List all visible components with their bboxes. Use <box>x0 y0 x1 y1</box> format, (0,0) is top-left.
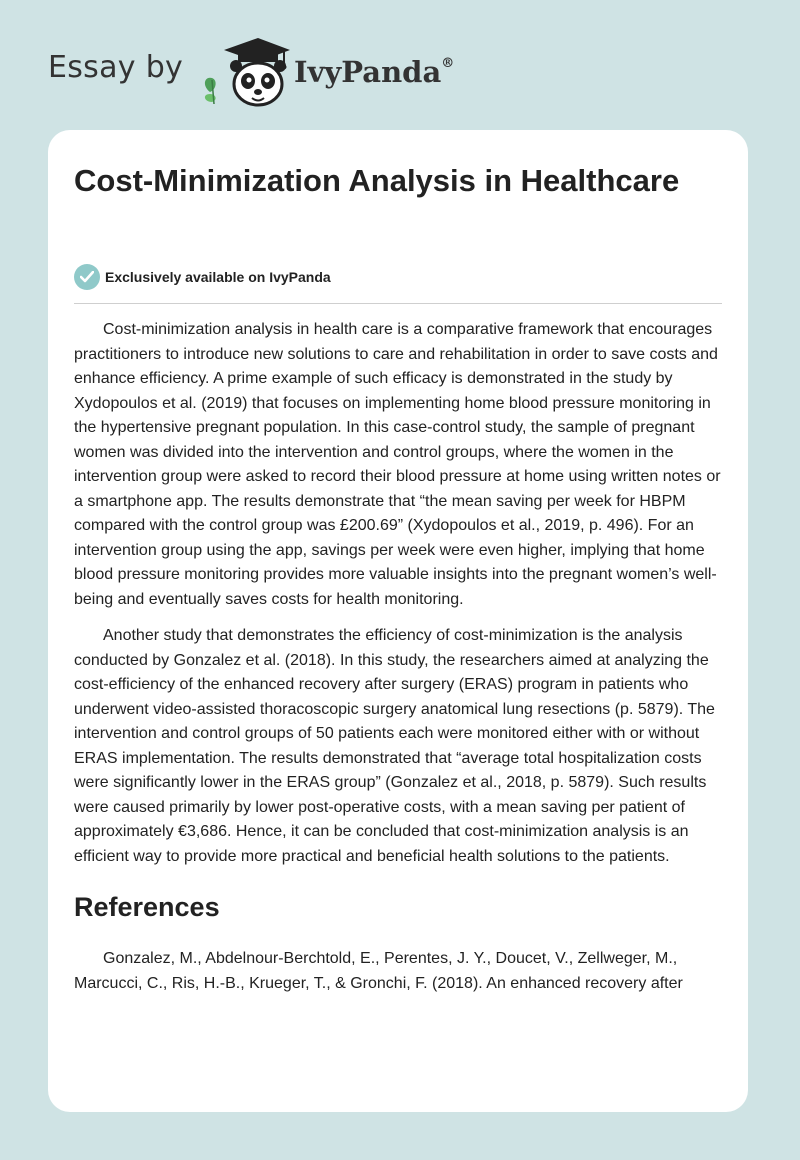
brand-prefix: Essay by <box>48 50 184 85</box>
badge-label: Exclusively available on IvyPanda <box>105 269 331 285</box>
essay-body <box>74 318 722 1008</box>
paragraph: Another study that demonstrates the efficiency of cost-minimization is the analysis conducted by Gonzalez et al. (2018). In this study, the researchers aimed at analyzing the cost-efficiency of the enhanced recovery after surgery (ERAS) program in patients who underwent video-assisted thoracoscopic surgery anatomical lung resections (p. 5879). The intervention and control groups of 50 patients each were monitored either with or without ERAS implementation. The results demonstrated that “average total hospitalization costs were significantly lower in the ERAS group” (Gonzalez et al., 2018, p. 5879). Such results were caused primarily by lower post-operative costs, with a mean saving per patient of approximately €3,686. Hence, it can be concluded that cost-minimization analysis is an efficient way to provide more practical and beneficial health solutions to the patients. <box>74 627 715 865</box>
site-header <box>48 36 748 108</box>
page-title: Cost-Minimization Analysis in Healthcare <box>74 163 680 198</box>
paragraph: Cost-minimization analysis in health care is a comparative framework that encourages practitioners to introduce new solutions to care and rehabilitation in order to save costs and enhance efficiency. A prime example of such efficacy is demonstrated in the study by Xydopoulos et al. (2019) that focuses on implementing home blood pressure monitoring in the hypertensive pregnant population. In this case-control study, the sample of pregnant women was divided into the intervention and control groups, where the women in the intervention group were asked to record their blood pressure at home using written notes or a smartphone app. The results demonstrate that “the mean saving per week for HBPM compared with the control group was £200.69” (Xydopoulos et al., 2019, p. 496). For an intervention group using the app, savings per week were even higher, implying that home blood pressure monitoring provides more valuable insights into the pregnant women’s well-being and eventually saves costs for health monitoring. <box>74 321 721 608</box>
panda-graduate-icon[interactable] <box>198 36 290 108</box>
reference-item: Gonzalez, M., Abdelnour-Berchtold, E., Perentes, J. Y., Doucet, V., Zellweger, M., Marcucci, C., Ris, H.-B., Krueger, T., & Gronchi, F. (2018). An enhanced recovery after <box>74 950 683 992</box>
registered-mark: ® <box>441 56 455 72</box>
check-icon <box>74 264 100 290</box>
references-heading: References <box>74 892 220 922</box>
essay-card <box>48 130 748 1112</box>
divider <box>74 303 722 304</box>
brand-name[interactable]: IvyPanda® <box>294 55 455 89</box>
